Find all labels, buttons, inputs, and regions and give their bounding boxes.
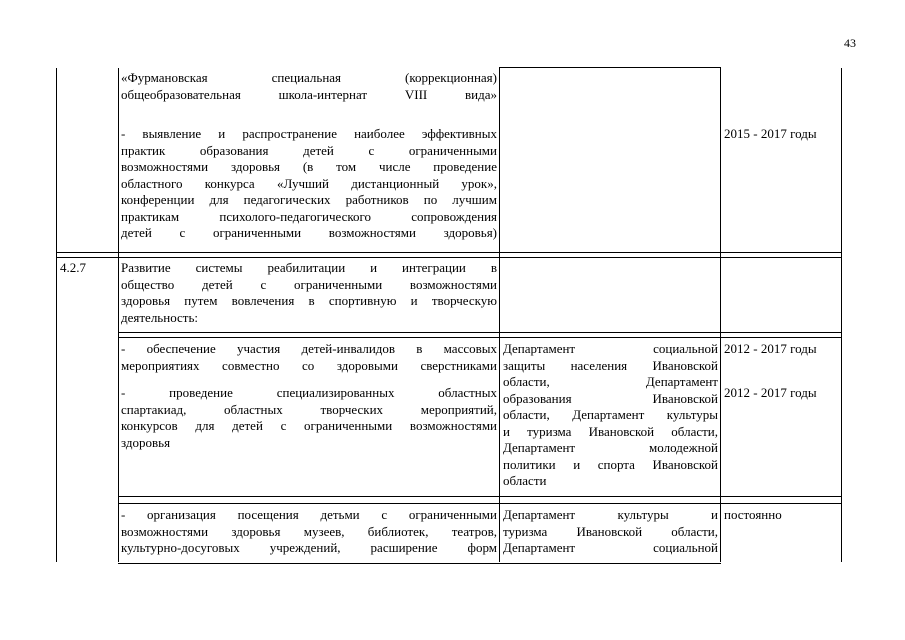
page-number: 43 [844,36,856,50]
text-line: Департамент социальной [503,341,718,356]
text-line: Департамент социальной [503,540,718,555]
row-2-activity-item [121,385,497,451]
row-3-activity [121,507,497,557]
text-line: - проведение специализированных областных [121,385,497,400]
text-line: и туризма Ивановской области, [503,423,718,439]
text-line: Департамент молодежной [503,440,718,455]
row-divider [118,503,842,504]
text-line: - выявление и распространение наиболее эффективных [121,126,497,141]
text-line: общеобразовательная школа-интернат VIII вида» [121,86,497,102]
row-bottom-border [499,563,721,564]
text-line: образования Ивановской [503,390,718,406]
text-line: детей с ограниченными возможностями здоровья) [121,225,497,240]
text-line: Развитие системы реабилитации и интеграции в [121,260,497,275]
row-divider [118,337,842,338]
text-line: здоровья [121,434,171,450]
text-line: «Фурмановская специальная (коррекционная) [121,70,497,85]
text-line: политики и спорта Ивановской [503,456,718,472]
text-line: возможностями здоровья (в том числе проведение [121,159,497,174]
text-line: конкурсов для детей с ограниченными возможностями [121,418,497,433]
text-line: конференции для педагогических работников по лучшим [121,192,497,207]
table-left-border [56,68,57,562]
row-2-executor [503,341,718,490]
executor-top-border [499,67,721,68]
text-line: области [503,473,547,488]
row-divider [118,332,842,333]
text-line: защиты населения Ивановской [503,357,718,373]
text-line: спартакиад, областных творческих мероприятий, [121,401,497,417]
row-0-term: 2015 - 2017 годы [724,126,817,141]
table-right-border [841,68,842,562]
text-line: деятельность: [121,309,199,325]
text-line: туризма Ивановской области, [503,523,718,539]
row-1-number: 4.2.7 [60,260,86,275]
text-line: области, Департамент культуры [503,407,718,422]
row-divider [56,257,842,258]
row-divider [56,252,842,253]
row-3-term: постоянно [724,507,782,522]
row-3-executor [503,507,718,557]
text-line: практикам психолого-педагогического сопровождения [121,208,497,224]
row-0-activity [121,70,497,103]
text-line: общество детей с ограниченными возможностями [121,276,497,292]
text-line: областного конкурса «Лучший дистанционный урок», [121,175,497,191]
row-0-activity-item [121,126,497,242]
text-line: - обеспечение участия детей-инвалидов в массовых [121,341,497,356]
text-line: возможностями здоровья музеев, библиотек, театров, [121,523,497,539]
text-line: здоровья путем вовлечения в спортивную и творческую [121,293,497,308]
text-line: области, Департамент [503,374,718,389]
row-2-term: 2012 - 2017 годы [724,341,817,356]
row-1-activity [121,260,497,326]
row-bottom-border [118,563,500,564]
text-line: мероприятиях совместно со здоровыми сверстниками [121,357,497,373]
text-line: культурно-досуговых учреждений, расширение форм [121,540,497,555]
text-line: Департамент культуры и [503,507,718,522]
text-line: практик образования детей с ограниченными [121,142,497,158]
column-divider-activity [499,68,500,562]
column-divider-executor [720,68,721,562]
text-line: - организация посещения детьми с ограниченными [121,507,497,522]
row-2-activity [121,341,497,374]
column-divider-number [118,68,119,562]
row-divider [118,496,842,497]
row-2-term-2: 2012 - 2017 годы [724,385,817,400]
